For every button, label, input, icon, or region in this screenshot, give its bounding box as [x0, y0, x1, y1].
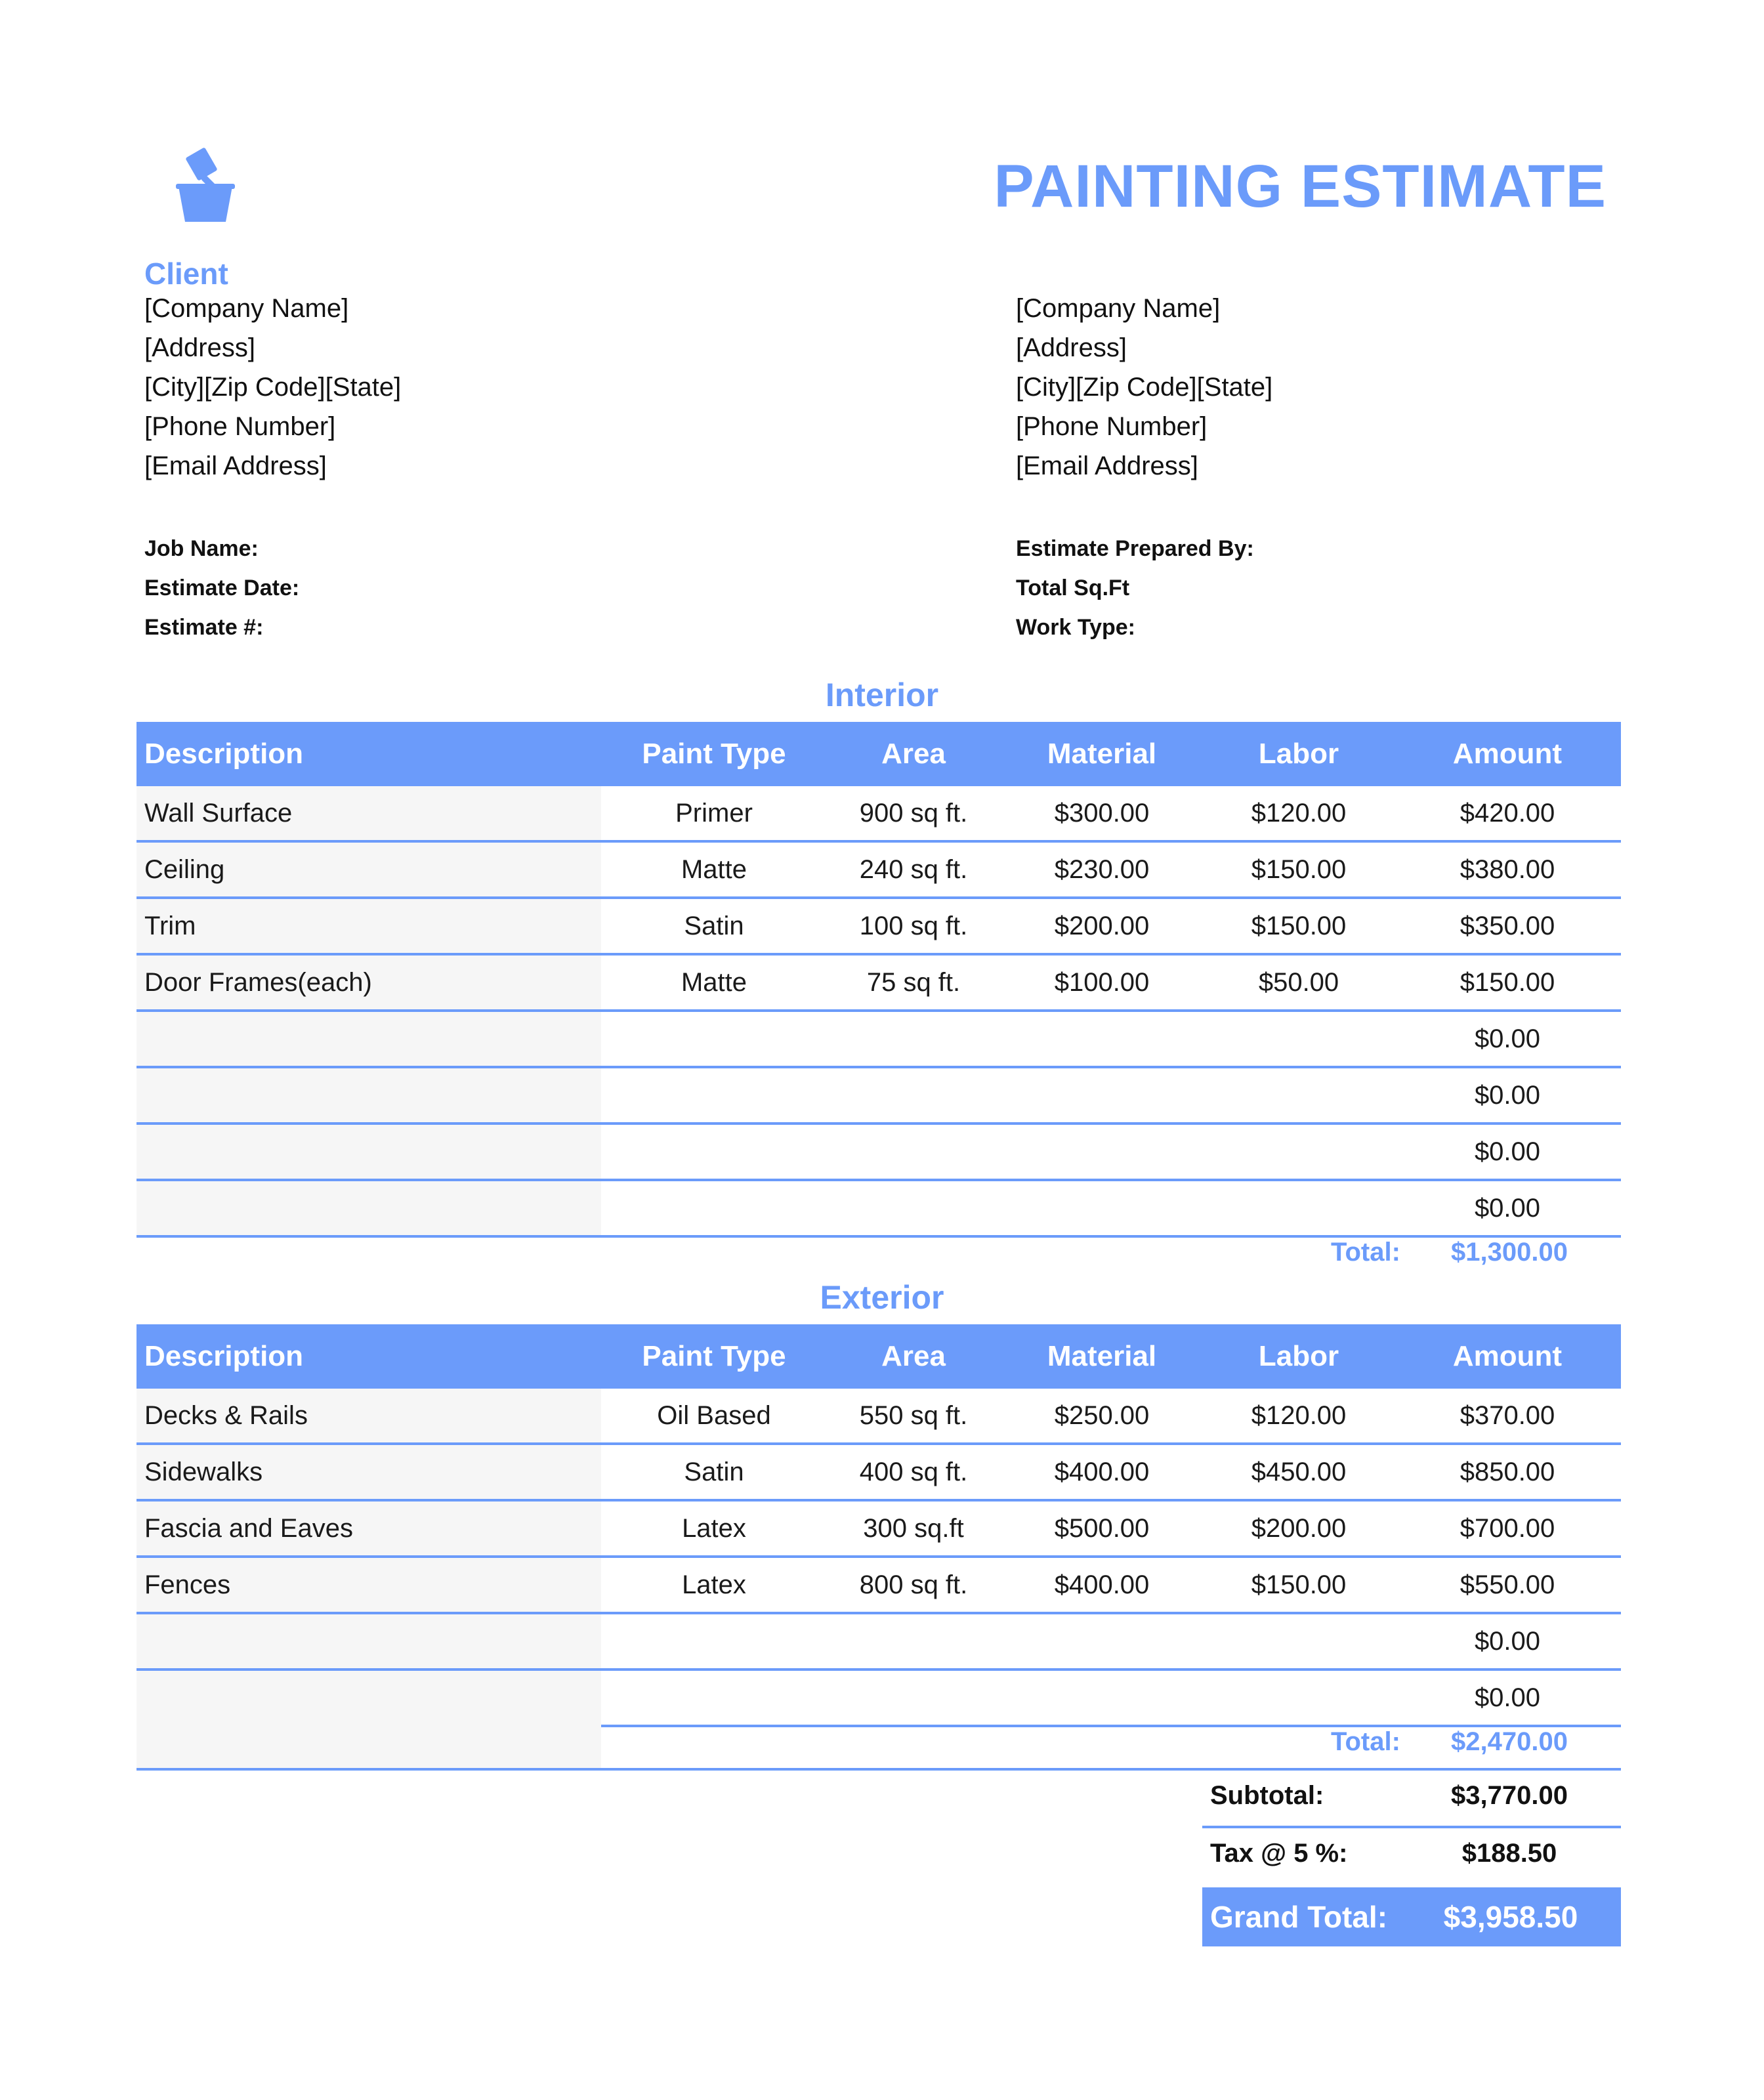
company-address: [Address]	[1016, 333, 1127, 362]
company-name: [Company Name]	[1016, 294, 1221, 323]
cell-description	[136, 1670, 601, 1726]
cell-description	[136, 1613, 601, 1670]
table-row	[136, 898, 1621, 954]
col-area: Area	[827, 1324, 1000, 1389]
cell-labor: $150.00	[1204, 841, 1394, 898]
exterior-table	[136, 1324, 1621, 1727]
col-paint-type: Paint Type	[601, 1324, 827, 1389]
client-address: [Address]	[144, 333, 255, 362]
table-row	[136, 1500, 1621, 1557]
cell-paint-type	[601, 1011, 827, 1067]
job-name-label: Job Name:	[144, 536, 259, 561]
cell-material: $230.00	[1000, 841, 1204, 898]
exterior-section-title: Exterior	[820, 1279, 944, 1316]
table-row	[136, 1011, 1621, 1067]
col-area: Area	[827, 722, 1000, 786]
cell-labor	[1204, 1613, 1394, 1670]
cell-paint-type: Matte	[601, 841, 827, 898]
table-row	[136, 1557, 1621, 1613]
subtotal-label: Subtotal:	[1210, 1781, 1324, 1810]
col-paint-type: Paint Type	[601, 722, 827, 786]
client-label: Client	[144, 257, 228, 291]
client-phone: [Phone Number]	[144, 412, 336, 441]
col-amount: Amount	[1394, 722, 1621, 786]
cell-amount: $420.00	[1394, 786, 1621, 841]
cell-paint-type	[601, 1670, 827, 1726]
interior-total-label: Total:	[1331, 1238, 1400, 1267]
cell-labor	[1204, 1124, 1394, 1180]
col-description: Description	[136, 722, 601, 786]
cell-material	[1000, 1067, 1204, 1124]
cell-labor: $120.00	[1204, 1389, 1394, 1444]
cell-material	[1000, 1124, 1204, 1180]
col-material: Material	[1000, 722, 1204, 786]
cell-description: Wall Surface	[136, 786, 601, 841]
cell-material: $500.00	[1000, 1500, 1204, 1557]
cell-paint-type	[601, 1124, 827, 1180]
total-sqft-label: Total Sq.Ft	[1016, 576, 1130, 600]
exterior-header-row	[136, 1324, 1621, 1389]
table-row	[136, 1444, 1621, 1500]
cell-amount: $350.00	[1394, 898, 1621, 954]
cell-area	[827, 1124, 1000, 1180]
cell-paint-type: Latex	[601, 1557, 827, 1613]
estimate-date-label: Estimate Date:	[144, 576, 300, 600]
cell-amount: $0.00	[1394, 1670, 1621, 1726]
cell-labor: $150.00	[1204, 1557, 1394, 1613]
cell-material: $250.00	[1000, 1389, 1204, 1444]
table-row	[136, 1670, 1621, 1726]
cell-labor: $150.00	[1204, 898, 1394, 954]
cell-description: Trim	[136, 898, 601, 954]
cell-description: Door Frames(each)	[136, 954, 601, 1011]
exterior-total-value: $2,470.00	[1451, 1727, 1568, 1756]
company-address-block	[1016, 289, 1272, 486]
cell-labor	[1204, 1670, 1394, 1726]
cell-paint-type	[601, 1180, 827, 1236]
cell-material	[1000, 1613, 1204, 1670]
cell-material: $400.00	[1000, 1557, 1204, 1613]
cell-area: 300 sq.ft	[827, 1500, 1000, 1557]
cell-amount: $0.00	[1394, 1613, 1621, 1670]
table-row	[136, 1389, 1621, 1444]
client-address-block	[144, 289, 401, 486]
cell-area: 900 sq ft.	[827, 786, 1000, 841]
company-city-zip-state: [City][Zip Code][State]	[1016, 373, 1273, 402]
cell-material: $100.00	[1000, 954, 1204, 1011]
cell-paint-type: Satin	[601, 898, 827, 954]
exterior-total-row-border	[136, 1768, 1621, 1771]
subtotal-value: $3,770.00	[1451, 1781, 1568, 1810]
cell-description: Decks & Rails	[136, 1389, 601, 1444]
subtotal-divider	[1202, 1826, 1621, 1828]
cell-labor: $120.00	[1204, 786, 1394, 841]
cell-area: 550 sq ft.	[827, 1389, 1000, 1444]
table-row	[136, 954, 1621, 1011]
paint-bucket-brush-icon	[176, 146, 248, 223]
tax-value: $188.50	[1461, 1839, 1557, 1868]
interior-table	[136, 722, 1621, 1238]
prepared-by-label: Estimate Prepared By:	[1016, 536, 1254, 561]
cell-paint-type: Satin	[601, 1444, 827, 1500]
cell-amount: $0.00	[1394, 1067, 1621, 1124]
client-company-name: [Company Name]	[144, 294, 349, 323]
col-description: Description	[136, 1324, 601, 1389]
table-row	[136, 841, 1621, 898]
exterior-total-label: Total:	[1331, 1727, 1400, 1756]
col-labor: Labor	[1204, 1324, 1394, 1389]
col-labor: Labor	[1204, 722, 1394, 786]
company-email: [Email Address]	[1016, 452, 1198, 480]
estimate-number-label: Estimate #:	[144, 615, 264, 640]
col-amount: Amount	[1394, 1324, 1621, 1389]
cell-area: 800 sq ft.	[827, 1557, 1000, 1613]
cell-description: Sidewalks	[136, 1444, 601, 1500]
cell-material	[1000, 1670, 1204, 1726]
work-type-label: Work Type:	[1016, 615, 1135, 640]
cell-labor	[1204, 1180, 1394, 1236]
cell-area	[827, 1670, 1000, 1726]
table-row	[136, 1124, 1621, 1180]
cell-area: 400 sq ft.	[827, 1444, 1000, 1500]
cell-paint-type	[601, 1067, 827, 1124]
cell-description	[136, 1124, 601, 1180]
cell-amount: $380.00	[1394, 841, 1621, 898]
cell-material	[1000, 1011, 1204, 1067]
cell-labor: $200.00	[1204, 1500, 1394, 1557]
table-row	[136, 1613, 1621, 1670]
document-title: PAINTING ESTIMATE	[994, 153, 1606, 220]
cell-description	[136, 1011, 601, 1067]
cell-area	[827, 1067, 1000, 1124]
cell-material: $400.00	[1000, 1444, 1204, 1500]
cell-material: $200.00	[1000, 898, 1204, 954]
cell-amount: $550.00	[1394, 1557, 1621, 1613]
cell-area	[827, 1011, 1000, 1067]
grand-total-value: $3,958.50	[1443, 1900, 1578, 1934]
table-row	[136, 1067, 1621, 1124]
cell-amount: $700.00	[1394, 1500, 1621, 1557]
client-city-zip-state: [City][Zip Code][State]	[144, 373, 402, 402]
table-row	[136, 786, 1621, 841]
cell-material: $300.00	[1000, 786, 1204, 841]
cell-paint-type: Oil Based	[601, 1389, 827, 1444]
grand-total-bar	[1202, 1887, 1621, 1946]
job-meta-right	[1016, 529, 1254, 647]
cell-description	[136, 1067, 601, 1124]
interior-total-value: $1,300.00	[1451, 1238, 1568, 1267]
cell-area: 100 sq ft.	[827, 898, 1000, 954]
job-meta-left	[144, 529, 299, 647]
cell-amount: $0.00	[1394, 1011, 1621, 1067]
interior-header-row	[136, 722, 1621, 786]
cell-material	[1000, 1180, 1204, 1236]
grand-total-label: Grand Total:	[1210, 1900, 1388, 1934]
cell-labor	[1204, 1067, 1394, 1124]
cell-area: 240 sq ft.	[827, 841, 1000, 898]
cell-description: Fascia and Eaves	[136, 1500, 601, 1557]
cell-paint-type: Primer	[601, 786, 827, 841]
cell-amount: $0.00	[1394, 1180, 1621, 1236]
cell-paint-type: Latex	[601, 1500, 827, 1557]
cell-amount: $850.00	[1394, 1444, 1621, 1500]
company-phone: [Phone Number]	[1016, 412, 1208, 441]
table-row	[136, 1180, 1621, 1236]
cell-area	[827, 1613, 1000, 1670]
tax-label: Tax @ 5 %:	[1210, 1839, 1348, 1868]
cell-description: Ceiling	[136, 841, 601, 898]
cell-paint-type	[601, 1613, 827, 1670]
cell-description: Fences	[136, 1557, 601, 1613]
cell-labor: $450.00	[1204, 1444, 1394, 1500]
cell-amount: $150.00	[1394, 954, 1621, 1011]
cell-labor	[1204, 1011, 1394, 1067]
cell-paint-type: Matte	[601, 954, 827, 1011]
col-material: Material	[1000, 1324, 1204, 1389]
cell-area	[827, 1180, 1000, 1236]
cell-amount: $370.00	[1394, 1389, 1621, 1444]
cell-amount: $0.00	[1394, 1124, 1621, 1180]
client-email: [Email Address]	[144, 452, 327, 480]
cell-area: 75 sq ft.	[827, 954, 1000, 1011]
cell-labor: $50.00	[1204, 954, 1394, 1011]
cell-description	[136, 1180, 601, 1236]
exterior-total-row-desc-cell	[136, 1719, 601, 1768]
interior-section-title: Interior	[825, 677, 939, 713]
